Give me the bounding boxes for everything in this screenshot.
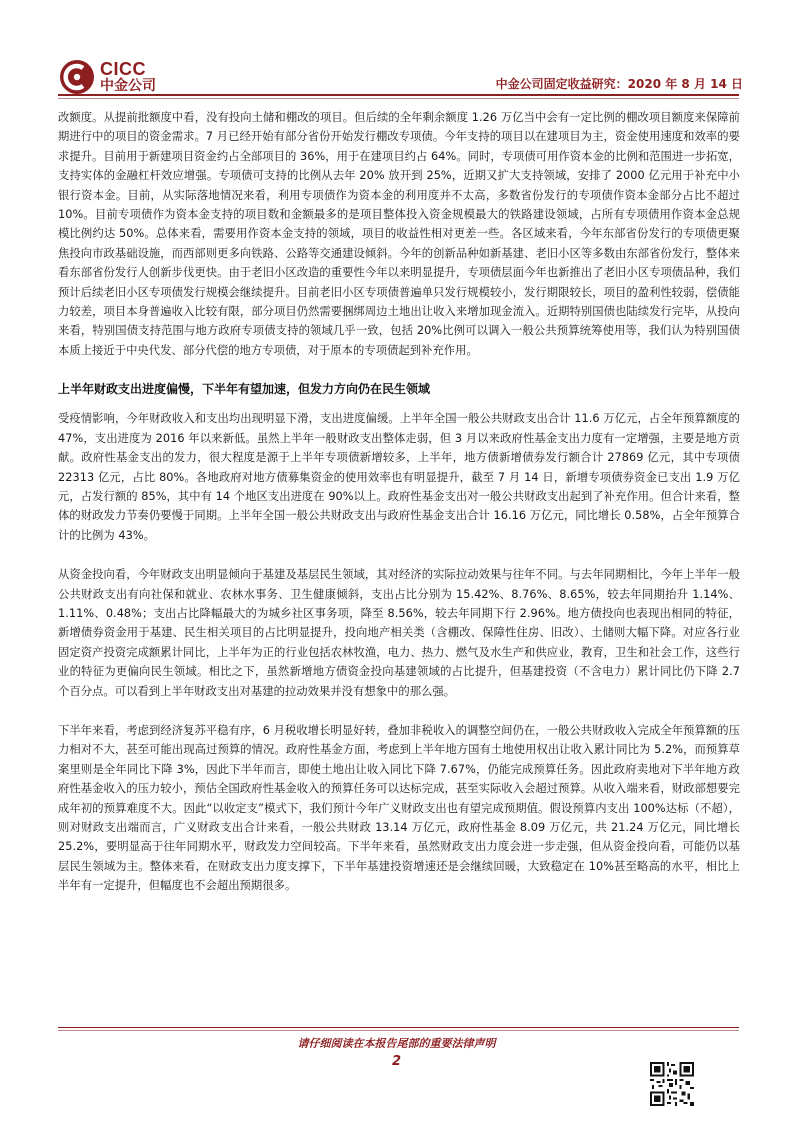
body-paragraph: 下半年来看，考虑到经济复苏平稳有序，6 月税收增长明显好转，叠加非税收入的调整空间仍在，一般公共财政收入完成全年预算额的压力相对不大，甚至可能出现高过预算的情况。政府性基金方面，考虑到上半年地方国有土地使用权出让收入累计同比为 5.2%，而预算草案里则是全年同比下降 3%，因此下半年而言，即使土地出让收入同比下降 7.67%，仍能完成预算任务。因此政府卖地对下半年地方政府性基金收入的压力较小，预估全国政府性基金收入的预算任务可以达标完成，甚至实际收入会超过预算。从收入端来看，财政部想要完成年初的预算难度不大。因此“以收定支”模式下，我们预计今年广义财政支出也有望完成预期值。假设预算内支出 100%达标（不超），则对财政支出端而言，广义财政支出合计来看，一般公共财政 13.14 万亿元，政府性基金 8.09 万亿元，共 21.24 万亿元，同比增长 25.2%，要明显高于往年同期水平，财政发力空间较高。下半年来看，虽然财政支出力度会进一步走强，但从资金投向看，可能仍以基层民生领域为主。整体来看，在财政支出力度支撑下，下半年基建投资增速还是会继续回暖，大致稳定在 10%甚至略高的水平，相比上半年有一定提升，但幅度也不会超出预期很多。 (58, 723, 740, 893)
body-paragraph: 从资金投向看，今年财政支出明显倾向于基建及基层民生领域，其对经济的实际拉动效果与往年不同。与去年同期相比，今年上半年一般公共财政支出有向社保和就业、农林水事务、卫生健康倾斜，支出占比分别为 15.42%、8.76%、8.65%，较去年同期抬升 1.14%、1.11%、0.48%；支出占比降幅最大的为城乡社区事务项，降至 8.56%，较去年同期下行 2.96%。地方债投向也表现出相同的特征，新增债券资金用于基建、民生相关项目的占比明显提升，投向地产相关类（含棚改、保障性住房、旧改）、土储则大幅下降。对应各行业固定资产投资完成额累计同比，上半年为正的行业包括农林牧渔，电力、热力、燃气及水生产和供应业，教育，卫生和社会工作，这些行业的特征为更偏向民生领域。相比之下，虽然新增地方债资金投向基建领域的占比提升，但基建投资（不含电力）累计同比仍下降 2.7 个百分点。可以看到上半年财政支出对基建的拉动效果并没有想象中的那么强。 (58, 568, 740, 698)
cicc-logo-mark-icon (58, 58, 96, 96)
report-title: 中金公司固定收益研究：2020 年 8 月 14 日 (495, 77, 743, 91)
logo-text-cn: 中金公司 (100, 78, 156, 94)
logo-text-en: CICC (100, 59, 146, 79)
legal-disclaimer-link[interactable]: 请仔细阅读在本报告尾部的重要法律声明 (297, 1037, 496, 1050)
report-body (58, 108, 740, 916)
qr-code-icon[interactable] (650, 1062, 694, 1106)
section-heading: 上半年财政支出进度偏慢，下半年有望加速，但发力方向仍在民生领域 (58, 382, 431, 397)
cicc-logo (58, 58, 178, 98)
header-divider (58, 94, 739, 96)
footer-divider (58, 1027, 739, 1028)
page-header (0, 0, 793, 102)
body-paragraph: 受疫情影响，今年财政收入和支出均出现明显下滑，支出进度偏缓。上半年全国一般公共财政支出合计 11.6 万亿元，占全年预算额度的 47%，支出进度为 2016 年以来新低。虽然上半年一般财政支出整体走弱，但 3 月以来政府性基金支出力度有一定增强，主要是地方贡献。政府性基金支出的发力，很大程度是源于上半年专项债新增较多，上半年，地方债新增债券发行额合计 27869 亿元，其中专项债 22313 亿元，占比 80%。各地政府对地方债募集资金的使用效率也有明显提升，截至 7 月 14 日，新增专项债券资金已支出 1.9 万亿元，占发行额的 85%，其中有 14 个地区支出进度在 90%以上。政府性基金支出对一般公共财政支出起到了补充作用。但合计来看，整体的财政发力节奏仍要慢于同期。上半年全国一般公共财政支出与政府性基金支出合计 16.16 万亿元，同比增长 0.58%，占全年预算合计的比例为 43%。 (58, 412, 740, 542)
page-number: 2 (391, 1054, 402, 1069)
footer-divider-thin (58, 1030, 739, 1031)
header-divider-thin (58, 98, 739, 99)
body-paragraph: 改额度。从提前批额度中看，没有投向土储和棚改的项目。但后续的全年剩余额度 1.26 万亿当中会有一定比例的棚改项目额度来保障前期进行中的项目的资金需求。7 月已经开始有部分省份开始发行棚改专项债。今年支持的项目以在建项目为主，资金使用速度和效率的要求提升。目前用于新建项目资金约占全部项目的 36%，用于在建项目约占 64%。同时，专项债可用作资本金的比例和范围进一步拓宽，支持实体的金融杠杆效应增强。专项债可支持的比例从去年 20% 放开到 25%，近期又扩大支持领域，安排了 2000 亿元用于补充中小银行资本金。目前，从实际落地情况来看，利用专项债作为资本金的利用度并不太高，多数省份发行的专项债作资本金部分占比不超过 10%。目前专项债作为资本金支持的项目数和金额最多的是项目整体投入资金规模最大的铁路建设领域，占所有专项债用作资本金总规模比例约达 50%。总体来看，需要用作资本金支持的领域，项目的收益性相对更差一些。各区域来看，今年东部省份发行的专项债更聚焦投向市政基础设施，而西部则更多向铁路、公路等交通建设倾斜。今年的创新品种如新基建、老旧小区等多数由东部省份发行，整体来看东部省份发行人创新步伐更快。由于老旧小区改造的重要性今年以来明显提升，专项债层面今年也新推出了老旧小区专项债品种，我们预计后续老旧小区专项债发行规模会继续提升。目前老旧小区专项债普遍单只发行规模较小，发行期限较长，项目的盈利性较弱，偿债能力较差，项目本身普遍收入比较有限，部分项目仍然需要捆绑周边土地出让收入来增加现金流入。近期特别国债也陆续发行完毕，从投向来看，特别国债支持范围与地方政府专项债支持的领域几乎一致，包括 20%比例可以调入一般公共预算统筹使用等，我们认为特别国债本质上接近于中央代发、部分代偿的地方专项债，对于原本的专项债起到补充作用。 (58, 111, 740, 357)
